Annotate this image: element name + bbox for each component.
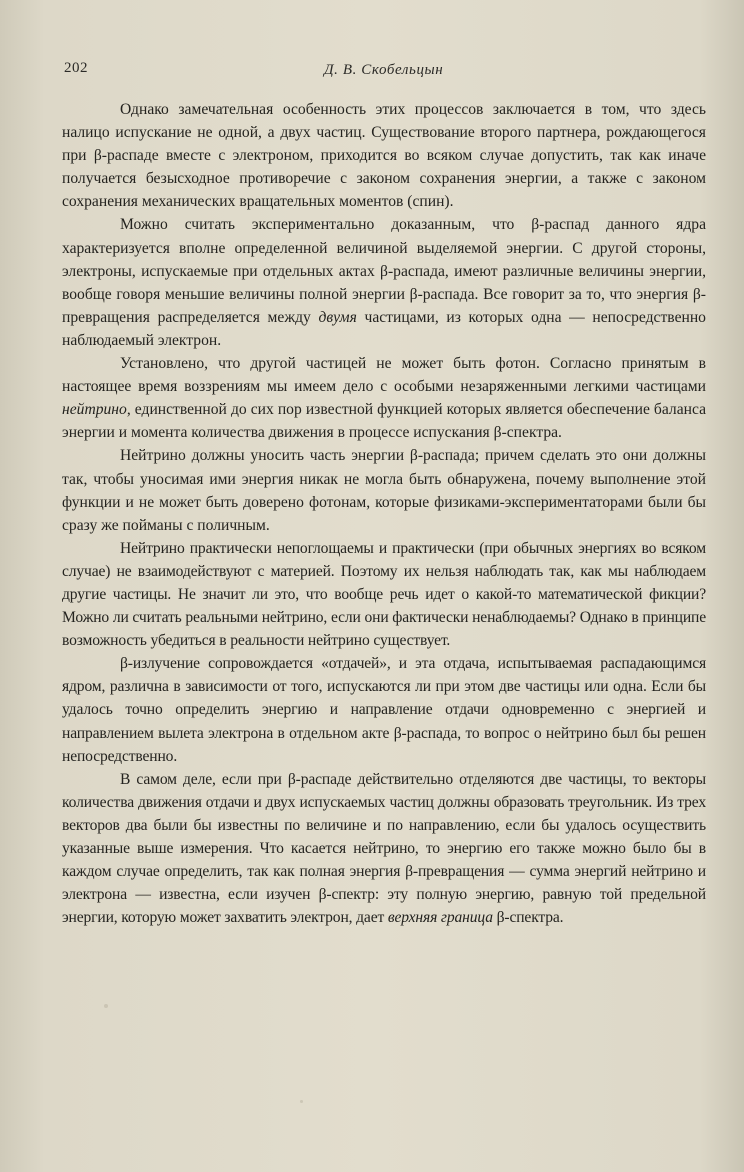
paragraph-text: частицами, из которых одна — непосредственно наблюдаемый электрон. xyxy=(62,308,706,349)
body-text xyxy=(62,98,706,929)
paragraph xyxy=(62,444,706,536)
paper-spot xyxy=(104,1004,108,1008)
paragraph-text: Нейтрино практически непоглощаемы и практически (при обычных энергиях во всяком случае) не взаимодействуют с материей. Поэтому их нельзя наблюдать так, как мы наблюдаем другие частицы. Не значит ли это, что вообще речь идет о какой-то математической фикции? Можно ли считать реальными нейтрино, если они фактически ненаблюдаемы? Однако в принципе возможность убедиться в реальности нейтрино существует. xyxy=(62,539,706,650)
paragraph-text: , единственной до сих пор известной функцией которых является обеспечение баланса энергии и момента количества движения в процессе испускания β-спектра. xyxy=(62,401,706,442)
paragraph-text: Однако замечательная особенность этих процессов заключается в том, что здесь налицо испускание не одной, а двух частиц. Существование второго партнера, рождающегося при β-распаде вместе с электроном, приходится во всяком случае допустить, так как иначе получается безысходное противоречие с законом сохранения энергии, а также с законом сохранения механических вращательных моментов (спин). xyxy=(62,101,706,211)
paragraph-text: β-излучение сопровождается «отдачей», и эта отдача, испытываемая распадающимся ядром, различна в зависимости от того, испускаются ли при этом две частицы или одна. Если бы удалось точно определить энергию и направление отдачи одновременно с энергией и направлением вылета электрона в отдельном акте β-распада, то вопрос о нейтрино был бы решен непосредственно. xyxy=(62,655,706,765)
paragraph-text: Можно считать экспериментально доказанным, что β-распад данного ядра характеризуется вполне определенной величиной выделяемой энергии. С другой стороны, электроны, испускаемые при отдельных актах β-распада, имеют различные величины энергии, вообще говоря меньшие величины полной энергии β-распада. Все говорит за то, что энергия β-превращения распределяется между xyxy=(62,216,706,326)
paragraph xyxy=(62,652,706,767)
paragraph xyxy=(62,213,706,352)
paragraph-text: Установлено, что другой частицей не может быть фотон. Согласно принятым в настоящее время воззрениям мы имеем дело с особыми незаряженными легкими частицами xyxy=(62,355,706,396)
paragraph xyxy=(62,768,706,930)
paragraph-text: β-спектра. xyxy=(492,909,564,927)
italic-term: нейтрино xyxy=(62,401,127,419)
paragraph-text: В самом деле, если при β-распаде действительно отделяются две частицы, то векторы количества движения отдачи и двух испускаемых частиц должны образовать треугольник. Из трех векторов два были бы известны по величине и по направлению, если бы удалось осуществить указанные выше измерения. Что касается нейтрино, то энергию его также можно было бы в каждом случае определить, так как полная энергия β-превращения — сумма энергий нейтрино и электрона — известна, если изучен β-спектр: эту полную энергию, равную той предельной энергии, которую может захватить электрон, дает xyxy=(62,770,706,927)
paragraph xyxy=(62,537,706,652)
paragraph xyxy=(62,98,706,213)
italic-term: верхняя граница xyxy=(387,909,493,927)
italic-term: двумя xyxy=(318,308,357,326)
paper-spot xyxy=(300,1100,303,1103)
page-number: 202 xyxy=(64,60,88,76)
paragraph-text: Нейтрино должны уносить часть энергии β-распада; причем сделать это они должны так, чтобы уносимая ими энергия никак не могла быть обнаружена, почему выполнение этой функции и не может быть доверено фотонам, которые физиками-экспериментаторами были бы сразу же пойманы с поличным. xyxy=(62,447,706,534)
running-head: Д. В. Скобельцын xyxy=(324,62,444,78)
paragraph xyxy=(62,352,706,444)
page-header xyxy=(64,58,704,84)
